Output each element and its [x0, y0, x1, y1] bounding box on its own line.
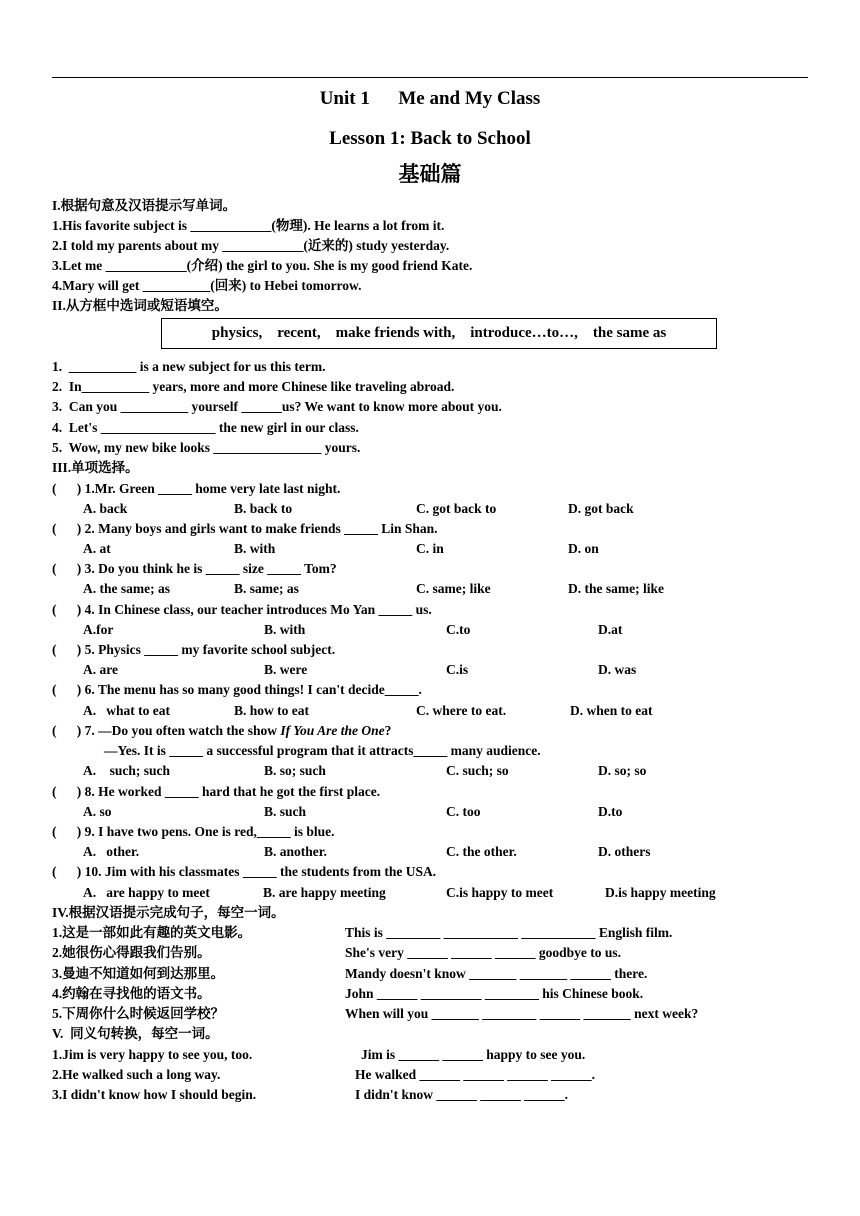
mc-6-option-d: D. when to eat [570, 703, 653, 718]
section-2-heading: II.从方框中选词或短语填空。 [52, 298, 228, 313]
s5-item-2-rewrite: He walked ______ ______ ______ ______. [355, 1067, 596, 1082]
mc-7-text: ( ) 7. —Do you often watch the show [52, 723, 281, 738]
mc-10-option-b: B. are happy meeting [263, 885, 386, 900]
mc-7-option-b: B. so; such [264, 763, 326, 778]
s5-item-1-rewrite: Jim is ______ ______ happy to see you. [361, 1047, 586, 1062]
mc-question-8: ( ) 8. He worked _____ hard that he got the first place. [52, 784, 381, 799]
mc-6-option-a: A. what to eat [83, 703, 170, 718]
mc-1-option-d: D. got back [568, 501, 634, 516]
mc-10-option-c: C.is happy to meet [446, 885, 554, 900]
mc-4-option-a: A.for [83, 622, 114, 637]
section-1-heading: I.根据句意及汉语提示写单词。 [52, 198, 237, 213]
mc-question-6: ( ) 6. The menu has so many good things! I can't decide_____. [52, 682, 422, 697]
mc-5-option-a: A. are [83, 662, 118, 677]
lesson-title: Lesson 1: Back to School [329, 128, 531, 149]
s5-item-1-original: 1.Jim is very happy to see you, too. [52, 1047, 253, 1062]
s4-item-3-english: Mandy doesn't know _______ _______ ______ there. [345, 966, 648, 981]
mc-4-option-c: C.to [446, 622, 471, 637]
mc-9-option-a: A. other. [83, 844, 140, 859]
section-5-heading: V. 同义句转换，每空一词。 [52, 1026, 219, 1041]
mc-5-option-d: D. was [598, 662, 637, 677]
s4-item-1-english: This is ________ ___________ ___________ English film. [345, 925, 673, 940]
mc-9-option-d: D. others [598, 844, 651, 859]
mc-3-option-c: C. same; like [416, 581, 491, 596]
mc-7-option-d: D. so; so [598, 763, 647, 778]
s4-item-4-english: John ______ _________ ________ his Chinese book. [345, 986, 644, 1001]
mc-question-5: ( ) 5. Physics _____ my favorite school subject. [52, 642, 336, 657]
mc-3-option-d: D. the same; like [568, 581, 664, 596]
s2-item-5: 5. Wow, my new bike looks ________________ yours. [52, 440, 361, 455]
s1-item-4: 4.Mary will get __________(回来) to Hebei tomorrow. [52, 278, 362, 293]
s4-item-5-chinese: 5.下周你什么时候返回学校？ [52, 1006, 225, 1021]
mc-2-option-b: B. with [234, 541, 276, 556]
s2-item-3: 3. Can you __________ yourself ______us? We want to know more about you. [52, 399, 502, 414]
mc-question-3: ( ) 3. Do you think he is _____ size _____ Tom? [52, 561, 337, 576]
s1-item-3: 3.Let me ____________(介绍) the girl to you. She is my good friend Kate. [52, 258, 473, 273]
mc-4-option-d: D.at [598, 622, 623, 637]
section-4-heading: IV.根据汉语提示完成句子，每空一词。 [52, 905, 285, 920]
mc-4-option-b: B. with [264, 622, 306, 637]
mc-7-option-a: A. such; such [83, 763, 171, 778]
mc-10-option-d: D.is happy meeting [605, 885, 716, 900]
mc-question-4: ( ) 4. In Chinese class, our teacher introduces Mo Yan _____ us. [52, 602, 432, 617]
mc-1-option-a: A. back [83, 501, 128, 516]
mc-9-option-b: B. another. [264, 844, 327, 859]
mc-9-option-c: C. the other. [446, 844, 517, 859]
mc-8-option-c: C. too [446, 804, 481, 819]
level-title: 基础篇 [398, 162, 462, 186]
s4-item-5-english: When will you _______ ________ ______ _______ next week? [345, 1006, 699, 1021]
mc-question-9: ( ) 9. I have two pens. One is red,_____ is blue. [52, 824, 335, 839]
word-box: physics, recent, make friends with, introduce…to…, the same as [161, 318, 717, 349]
s2-item-2: 2. In__________ years, more and more Chinese like traveling abroad. [52, 379, 455, 394]
mc-question-7-reply: —Yes. It is _____ a successful program that it attracts_____ many audience. [104, 743, 541, 758]
mc-question-1: ( ) 1.Mr. Green _____ home very late last night. [52, 481, 341, 496]
s1-item-1: 1.His favorite subject is ____________(物理). He learns a lot from it. [52, 218, 445, 233]
mc-5-option-b: B. were [264, 662, 308, 677]
s4-item-3-chinese: 3.曼迪不知道如何到达那里。 [52, 966, 225, 981]
mc-1-option-c: C. got back to [416, 501, 497, 516]
mc-8-option-b: B. such [264, 804, 307, 819]
s1-item-2: 2.I told my parents about my ____________(近来的) study yesterday. [52, 238, 450, 253]
s4-item-2-english: She's very ______ ______ ______ goodbye to us. [345, 945, 622, 960]
unit-title: Unit 1 Me and My Class [319, 88, 541, 109]
s5-item-3-original: 3.I didn't know how I should begin. [52, 1087, 257, 1102]
mc-10-option-a: A. are happy to meet [83, 885, 210, 900]
s4-item-2-chinese: 2.她很伤心得跟我们告别。 [52, 945, 211, 960]
s5-item-3-rewrite: I didn't know ______ ______ ______. [355, 1087, 569, 1102]
s2-item-1: 1. __________ is a new subject for us this term. [52, 359, 326, 374]
s5-item-2-original: 2.He walked such a long way. [52, 1067, 221, 1082]
mc-6-option-b: B. how to eat [234, 703, 309, 718]
show-title: If You Are the One [280, 723, 385, 738]
header-rule [52, 77, 808, 78]
mc-2-option-c: C. in [416, 541, 444, 556]
mc-question-7 [52, 722, 391, 740]
s4-item-1-chinese: 1.这是一部如此有趣的英文电影。 [52, 925, 252, 940]
section-3-heading: III.单项选择。 [52, 460, 139, 475]
mc-8-option-a: A. so [83, 804, 112, 819]
s4-item-4-chinese: 4.约翰在寻找他的语文书。 [52, 986, 211, 1001]
mc-1-option-b: B. back to [234, 501, 293, 516]
mc-3-option-a: A. the same; as [83, 581, 170, 596]
mc-7-mark: ? [384, 723, 392, 738]
mc-2-option-d: D. on [568, 541, 599, 556]
mc-8-option-d: D.to [598, 804, 623, 819]
mc-6-option-c: C. where to eat. [416, 703, 507, 718]
mc-7-option-c: C. such; so [446, 763, 509, 778]
mc-3-option-b: B. same; as [234, 581, 299, 596]
mc-question-2: ( ) 2. Many boys and girls want to make friends _____ Lin Shan. [52, 521, 438, 536]
mc-question-10: ( ) 10. Jim with his classmates _____ the students from the USA. [52, 864, 437, 879]
mc-2-option-a: A. at [83, 541, 111, 556]
s2-item-4: 4. Let's _________________ the new girl in our class. [52, 420, 359, 435]
mc-5-option-c: C.is [446, 662, 469, 677]
